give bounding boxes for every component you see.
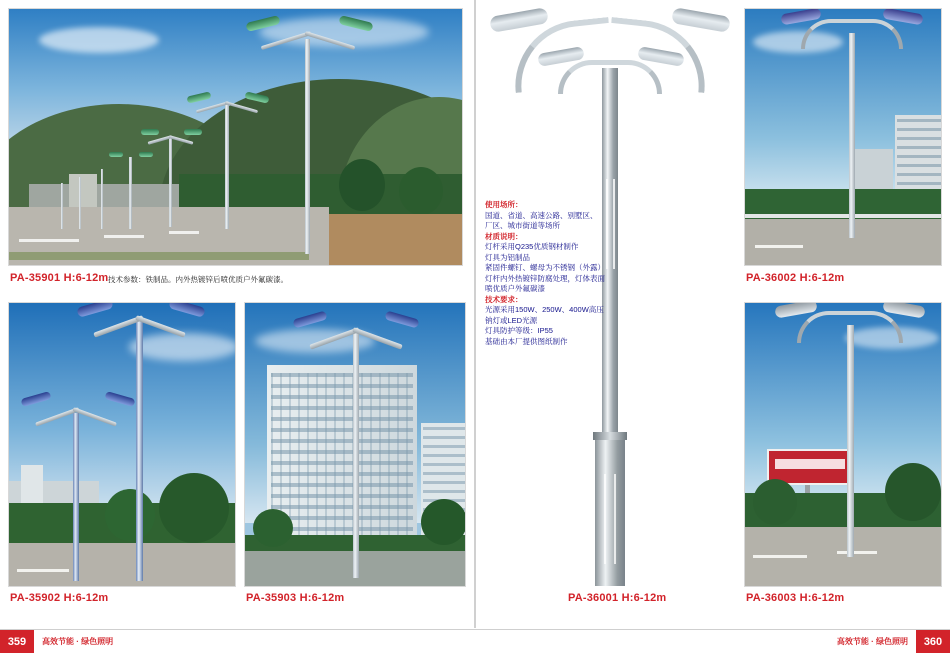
- product-photo-35903[interactable]: [244, 302, 466, 587]
- tech-note-35901: 技术参数：铁制品。内外热镀锌后喷优质户外氟碳漆。: [108, 275, 288, 284]
- tree: [159, 473, 229, 543]
- page-number-right: 360: [916, 630, 950, 653]
- median-strip: [9, 252, 309, 260]
- billboard-text: [775, 459, 845, 469]
- lamp-pole: [73, 413, 79, 581]
- lamp-pole: [101, 169, 103, 229]
- product-photo-36002[interactable]: [744, 8, 942, 266]
- spec-tech-line: 光源采用150W、250W、400W高压: [485, 305, 604, 314]
- distant-buildings: [29, 184, 179, 208]
- spec-material-line: 灯杆采用Q235优质钢材制作: [485, 242, 579, 251]
- road: [745, 219, 942, 266]
- road-marking: [17, 569, 69, 572]
- lamp-pole: [353, 333, 359, 578]
- tree: [885, 463, 941, 521]
- guardrail: [745, 214, 942, 218]
- spec-material-line: 喷优质户外氟碳漆: [485, 284, 545, 293]
- product-photo-35901[interactable]: [8, 8, 463, 266]
- spec-tech-heading: 技术要求：: [485, 294, 523, 304]
- lamp-pole: [129, 157, 132, 229]
- footer-text-left: 高效节能 · 绿色照明: [42, 637, 114, 646]
- tree: [339, 159, 385, 211]
- palm-tree: [253, 509, 293, 547]
- spec-usage-heading: 使用场所：: [485, 200, 523, 209]
- footer-text-right: 高效节能 · 绿色照明: [836, 637, 908, 646]
- palm-tree: [421, 499, 466, 545]
- spec-tech-line: 钠灯或LED光源: [485, 315, 538, 325]
- product-photo-35902[interactable]: [8, 302, 236, 587]
- spec-block: [485, 200, 605, 347]
- spec-usage-line: 厂区、城市街道等场所: [485, 221, 560, 230]
- tree: [105, 489, 155, 541]
- spec-tech-line: 基础由本厂提供图纸制作: [485, 336, 568, 346]
- footer-bar: [0, 629, 950, 653]
- road-marking: [19, 239, 79, 242]
- caption-36003: PA-36003 H:6-12m: [746, 592, 845, 604]
- lamp-head: [109, 152, 123, 157]
- spec-usage-line: 国道、省道、高速公路、别墅区、: [485, 210, 598, 220]
- lamp-pole: [136, 321, 143, 581]
- pole-base-rib: [614, 474, 616, 564]
- building-windows: [271, 373, 413, 541]
- pole-base-band: [593, 432, 627, 440]
- caption-36001: PA-36001 H:6-12m: [568, 592, 667, 604]
- road-marking: [755, 245, 803, 248]
- page-gutter: [474, 0, 476, 628]
- caption-35901: PA-35901 H:6-12m: [10, 272, 109, 284]
- road-marking: [169, 231, 199, 234]
- lamp-pole: [847, 325, 854, 557]
- tree: [753, 479, 797, 525]
- lamp-pole: [849, 33, 855, 238]
- spec-tech-line: 灯具防护等级：IP55: [485, 326, 553, 335]
- lamp-head: [184, 129, 202, 135]
- tree: [399, 167, 443, 215]
- lamp-pole: [79, 177, 81, 229]
- caption-36002: PA-36002 H:6-12m: [746, 272, 845, 284]
- lamp-pole: [169, 137, 172, 227]
- road-marking: [837, 551, 877, 554]
- pole-base-rib: [604, 474, 606, 564]
- spec-material-line: 灯杆内外热镀锌防腐处理，灯体表面: [485, 273, 605, 283]
- pole-decor: [606, 179, 608, 269]
- product-photo-36003[interactable]: [744, 302, 942, 587]
- road-marking: [104, 235, 144, 238]
- cloud: [39, 27, 159, 53]
- road: [9, 543, 236, 587]
- distant-buildings: [69, 174, 97, 208]
- lamp-pole: [61, 183, 63, 229]
- page-number-left: 359: [0, 630, 34, 653]
- spec-material-line: 紧固件螺钉、螺母为不锈钢（外露）: [485, 263, 605, 272]
- lamp-pole: [225, 104, 229, 229]
- building-windows: [897, 119, 941, 197]
- lamp-head: [141, 129, 159, 135]
- pole-base: [595, 436, 625, 586]
- road-marking: [753, 555, 807, 558]
- lamp-head-left: [489, 7, 549, 33]
- caption-35903: PA-35903 H:6-12m: [246, 592, 345, 604]
- pole-decor: [613, 179, 615, 269]
- caption-35902: PA-35902 H:6-12m: [10, 592, 109, 604]
- lamp-head: [139, 152, 153, 157]
- spec-material-line: 灯具为铝制品: [485, 252, 530, 262]
- lamp-pole: [305, 39, 310, 254]
- spec-material-heading: 材质说明：: [485, 231, 523, 241]
- lamp-head-right: [671, 7, 731, 33]
